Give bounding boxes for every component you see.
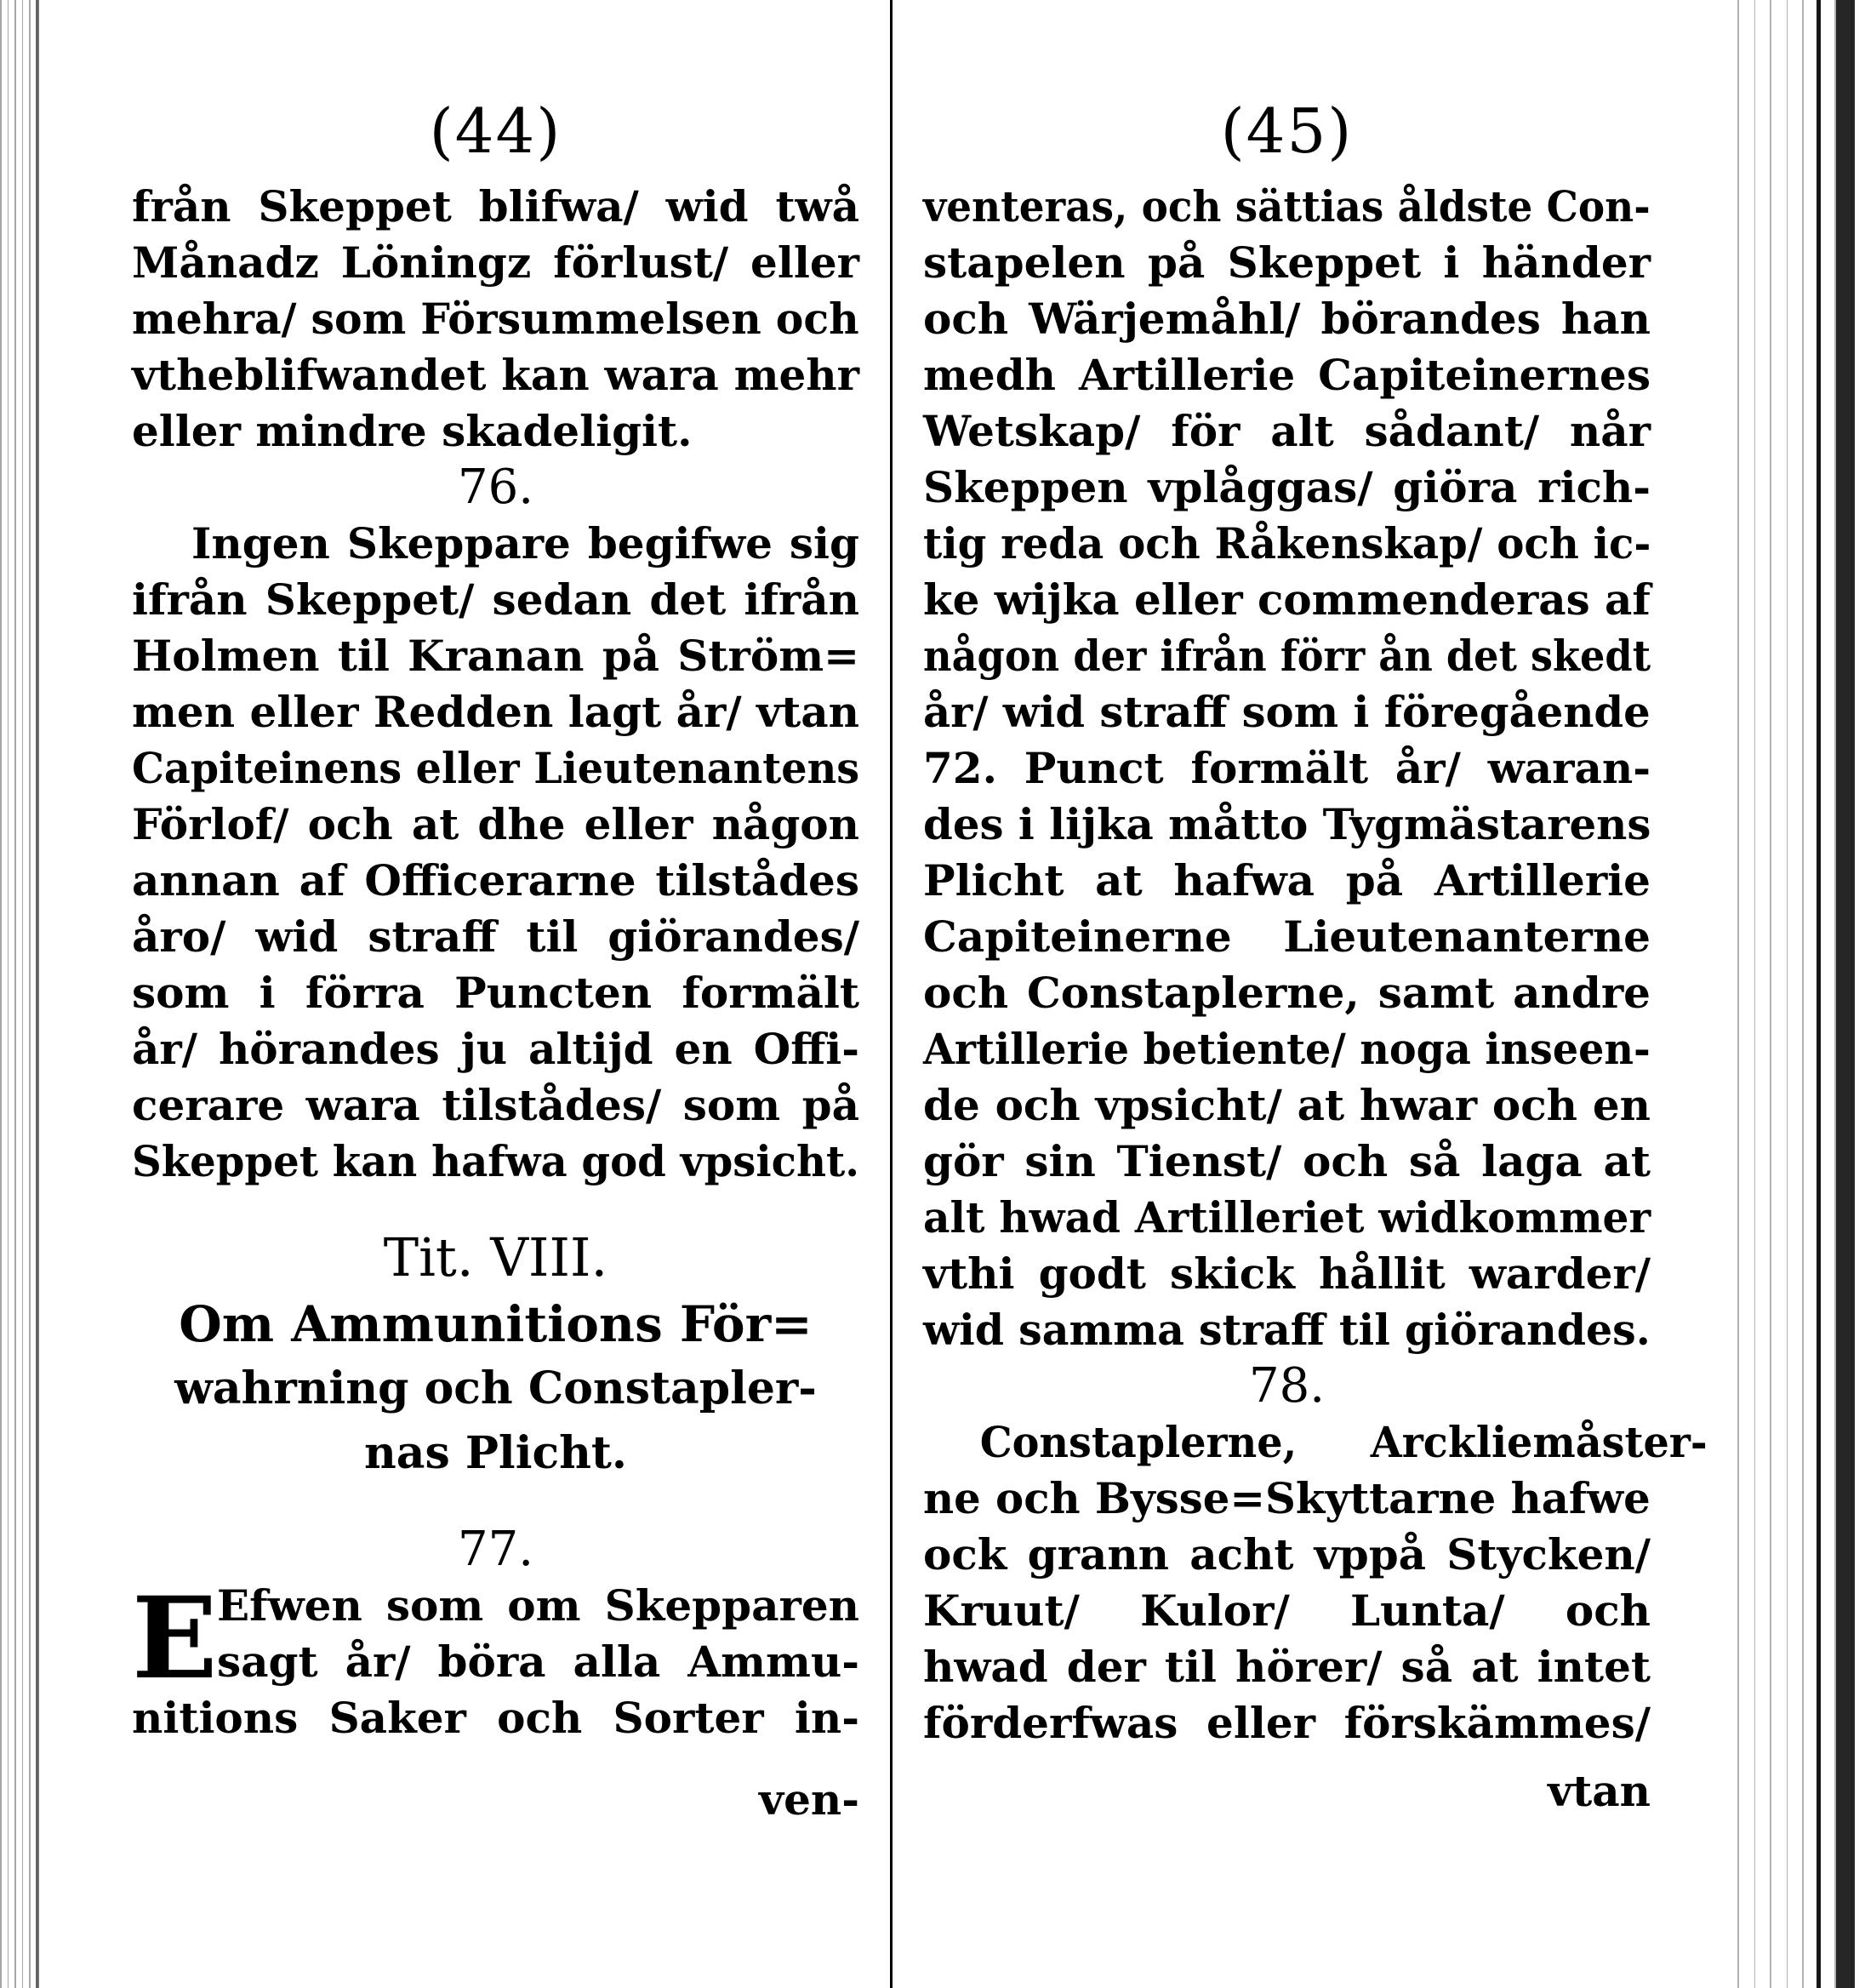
text-line: Holmen til Kranan på Ström=: [132, 631, 859, 681]
text-line: år/ hörandes ju altijd en Offi-: [132, 1024, 859, 1074]
text-line: åro/ wid straff til giörandes/: [132, 911, 859, 962]
continuation-text: [132, 179, 859, 460]
text-line: gör sin Tienst/ och så laga at: [923, 1136, 1651, 1186]
text-line: des i lijka måtto Tygmästarens: [923, 799, 1651, 849]
drop-cap: E: [132, 1573, 218, 1705]
text-line: tig reda och Råkenskap/ och ic-: [923, 518, 1651, 568]
text-line: 72. Punct formält år/ waran-: [923, 743, 1651, 793]
text-line: mehra/ som Försummelsen och: [132, 294, 859, 344]
title-line: nas Plicht.: [363, 1427, 628, 1479]
text-line: Wetskap/ för alt sådant/ når: [923, 406, 1651, 456]
text-line: någon der ifrån förr ån det skedt: [923, 631, 1651, 681]
text-line: venteras, och sättias åldste Con-: [923, 181, 1651, 231]
text-line: Capiteinerne Lieutenanterne: [923, 911, 1651, 962]
text-line: cerare wara tilstådes/ som på: [132, 1080, 859, 1130]
text-line: Constaplerne, Arckliemåster-: [979, 1417, 1708, 1467]
text-line: och Constaplerne, samt andre: [923, 968, 1651, 1018]
title-heading: Tit. VIII.: [383, 1226, 608, 1288]
catchword: ven-: [759, 1774, 859, 1825]
right-page: [923, 0, 1708, 1819]
text-line: wid samma straff til giörandes.: [923, 1305, 1651, 1355]
scan-right-edge-band: [1836, 0, 1855, 1988]
text-line: Skeppen vplåggas/ giöra rich-: [923, 462, 1651, 512]
text-line: ifrån Skeppet/ sedan det ifrån: [132, 574, 859, 625]
article-number: 76.: [457, 460, 534, 515]
text-line: annan af Officerarne tilstådes: [132, 855, 859, 905]
text-line: år/ wid straff som i föregående: [923, 687, 1651, 737]
page-number: (45): [1220, 95, 1354, 167]
text-line: alt hwad Artilleriet widkommer: [923, 1192, 1651, 1242]
page-number: (44): [429, 95, 562, 167]
text-line: och Wärjemåhl/ börandes han: [923, 294, 1651, 344]
text-line: från Skeppet blifwa/ wid twå: [132, 181, 859, 231]
text-line: nitions Saker och Sorter in-: [132, 1693, 859, 1743]
text-line: men eller Redden lagt år/ vtan: [132, 687, 859, 737]
text-line: ne och Bysse=Skyttarne hafwe: [923, 1473, 1651, 1523]
text-line: Efwen som om Skepparen: [217, 1580, 859, 1631]
text-line: som i förra Puncten formält: [132, 968, 859, 1018]
text-line: Artillerie betiente/ noga inseen-: [923, 1024, 1651, 1074]
text-line: medh Artillerie Capiteinernes: [923, 350, 1651, 400]
text-line: vthi godt skick hållit warder/: [923, 1248, 1651, 1299]
text-line: Månadz Löningz förlust/ eller: [132, 237, 859, 288]
article-number: 78.: [1248, 1358, 1326, 1414]
title-line: wahrning och Constapler-: [174, 1362, 817, 1414]
article-76: [132, 460, 859, 1190]
continuation-text: [923, 179, 1651, 1358]
drop-cap-block: [132, 1573, 859, 1705]
text-line: Förlof/ och at dhe eller någon: [132, 799, 859, 849]
text-line: eller mindre skadeligit.: [132, 406, 693, 456]
text-line: hwad der til hörer/ så at intet: [923, 1642, 1651, 1692]
article-77: [132, 1522, 859, 1828]
scan-right-edge-line: [1817, 0, 1821, 1988]
text-line: Capiteinens eller Lieutenantens: [132, 743, 860, 793]
text-line: förderfwas eller förskämmes/: [923, 1698, 1651, 1748]
scan-left-edge-line: [36, 0, 39, 1988]
text-line: Ingen Skeppare begifwe sig: [191, 518, 859, 568]
text-line: sagt år/ böra alla Ammu-: [217, 1637, 859, 1687]
text-line: de och vpsicht/ at hwar och en: [923, 1080, 1651, 1130]
article-78: [923, 1358, 1708, 1819]
text-line: Skeppet kan hafwa god vpsicht.: [132, 1136, 859, 1186]
section-title: [132, 1224, 859, 1486]
text-line: ke wijka eller commenderas af: [923, 574, 1651, 625]
text-line: Kruut/ Kulor/ Lunta/ och: [923, 1585, 1651, 1636]
catchword: vtan: [1548, 1766, 1651, 1816]
text-line: stapelen på Skeppet i händer: [923, 237, 1651, 288]
text-line: vtheblifwandet kan wara mehr: [132, 350, 859, 400]
title-line: Om Ammunitions För=: [179, 1295, 813, 1353]
text-line: ock grann acht vppå Stycken/: [923, 1529, 1651, 1580]
left-page: [132, 0, 859, 1828]
spacer: [132, 1486, 859, 1522]
text-line: Plicht at hafwa på Artillerie: [923, 855, 1651, 905]
page-gutter: [890, 0, 893, 1988]
article-number: 77.: [457, 1522, 534, 1577]
